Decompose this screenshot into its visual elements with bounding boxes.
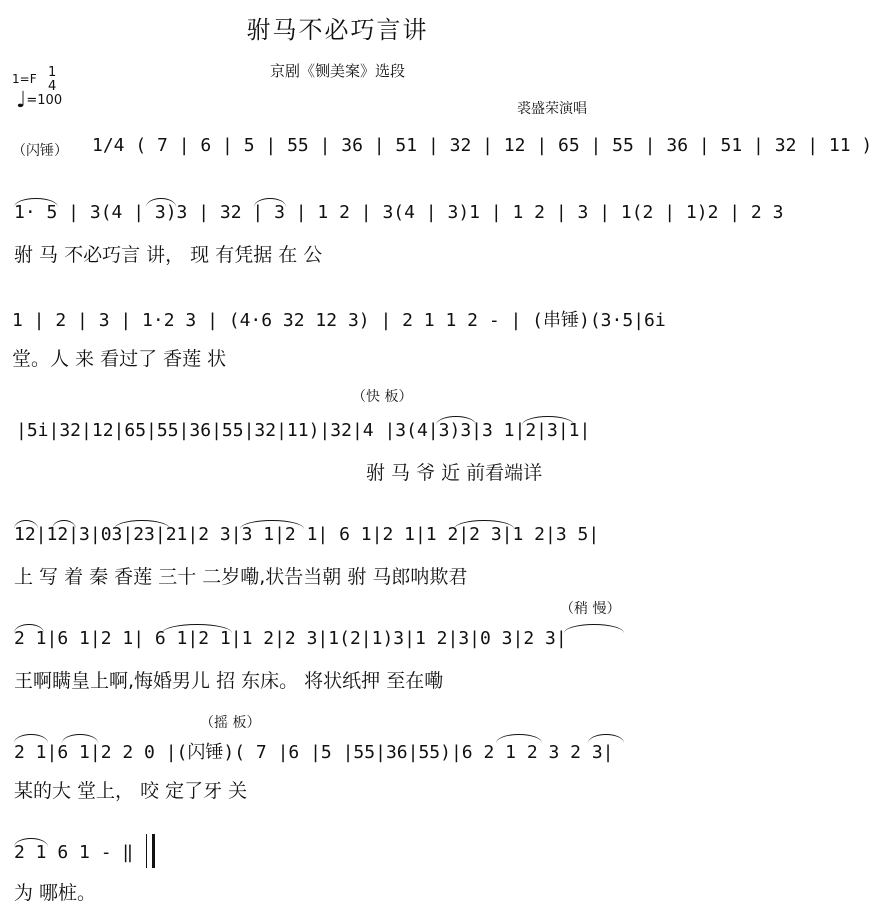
slur-mark xyxy=(496,734,542,743)
slur-mark xyxy=(454,520,514,529)
slur-mark xyxy=(14,520,38,529)
final-barline xyxy=(152,834,155,868)
system-6-lyrics: 王啊瞒皇上啊,悔婚男儿 招 东床。 将状纸押 至在嘞 xyxy=(14,670,444,692)
slur-mark xyxy=(14,624,44,633)
final-barline-thin xyxy=(146,834,147,868)
system-5-lyrics: 上 写 着 秦 香莲 三十 二岁嘞,状告当朝 驸 马郎呐欺君 xyxy=(14,566,468,588)
slur-mark xyxy=(162,624,232,633)
slur-mark xyxy=(588,734,624,743)
system-5-label: （稍 慢） xyxy=(560,601,621,617)
system-4-label: （快 板） xyxy=(352,389,413,405)
slur-mark xyxy=(436,416,476,425)
system-7-lyrics: 某的大 堂上， 咬 定了牙 关 xyxy=(14,780,248,802)
quarter-note-icon: ♩ xyxy=(16,88,27,113)
system-2-lyrics: 驸 马 不必巧言 讲， 现 有凭据 在 公 xyxy=(14,244,323,266)
system-4-lyrics: 驸 马 爷 近 前看端详 xyxy=(366,462,543,484)
slur-mark xyxy=(52,520,76,529)
system-4-notes: |5i|32|12|65|55|36|55|32|11)|32|4 |3(4|3)3|3 1|2|3|1| xyxy=(16,420,591,441)
system-2-notes: 1· 5 | 3(4 | 3)3 | 32 | 3 | 1 2 | 3(4 | 3)1 | 1 2 | 3 | 1(2 | 1)2 | 2 3 xyxy=(14,202,784,223)
singer-credit: 裘盛荣演唱 xyxy=(517,101,587,117)
slur-mark xyxy=(522,416,574,425)
system-3-notes: 1 | 2 | 3 | 1·2 3 | (4·6 32 12 3) | 2 1 1 2 - | (串锤)(3·5|6i xyxy=(12,310,666,331)
slur-mark xyxy=(254,198,286,207)
system-5-notes: 12|12|3|03|23|21|2 3|3 1|2 1| 6 1|2 1|1 2|2 3|1 2|3 5| xyxy=(14,524,600,545)
slur-mark xyxy=(240,520,304,529)
slur-mark xyxy=(146,198,176,207)
page-subtitle: 京剧《铡美案》选段 xyxy=(269,62,405,80)
system-8-notes: 2 1 6 1 - ‖ xyxy=(14,842,134,863)
system-8-lyrics: 为 哪桩。 xyxy=(14,882,97,904)
slur-mark xyxy=(14,734,48,743)
system-3-lyrics: 堂。人 来 看过了 香莲 状 xyxy=(12,348,227,370)
system-7-label: （摇 板） xyxy=(200,715,261,731)
slur-mark xyxy=(62,734,98,743)
slur-mark xyxy=(564,624,624,633)
slur-mark xyxy=(14,838,48,847)
key-signature: 1=F xyxy=(12,72,37,86)
slur-mark xyxy=(14,198,58,207)
tempo-value: =100 xyxy=(26,93,63,108)
system-1-notes: 1/4 ( 7 | 6 | 5 | 55 | 36 | 51 | 32 | 12 | 65 | 55 | 36 | 51 | 32 | 11 ) xyxy=(92,135,872,156)
system-1-label: （闪锤） xyxy=(12,143,68,159)
tempo-marking xyxy=(16,88,62,113)
meter-bottom: 4 xyxy=(48,79,57,94)
system-7-notes: 2 1|6 1|2 2 0 |(闪锤)( 7 |6 |5 |55|36|55)|6 2 1 2 3 2 3| xyxy=(14,742,614,763)
page-title: 驸马不必巧言讲 xyxy=(246,16,429,44)
meter-top: 1 xyxy=(48,65,57,80)
system-6-notes: 2 1|6 1|2 1| 6 1|2 1|1 2|2 3|1(2|1)3|1 2|3|0 3|2 3| xyxy=(14,628,567,649)
slur-mark xyxy=(114,520,170,529)
